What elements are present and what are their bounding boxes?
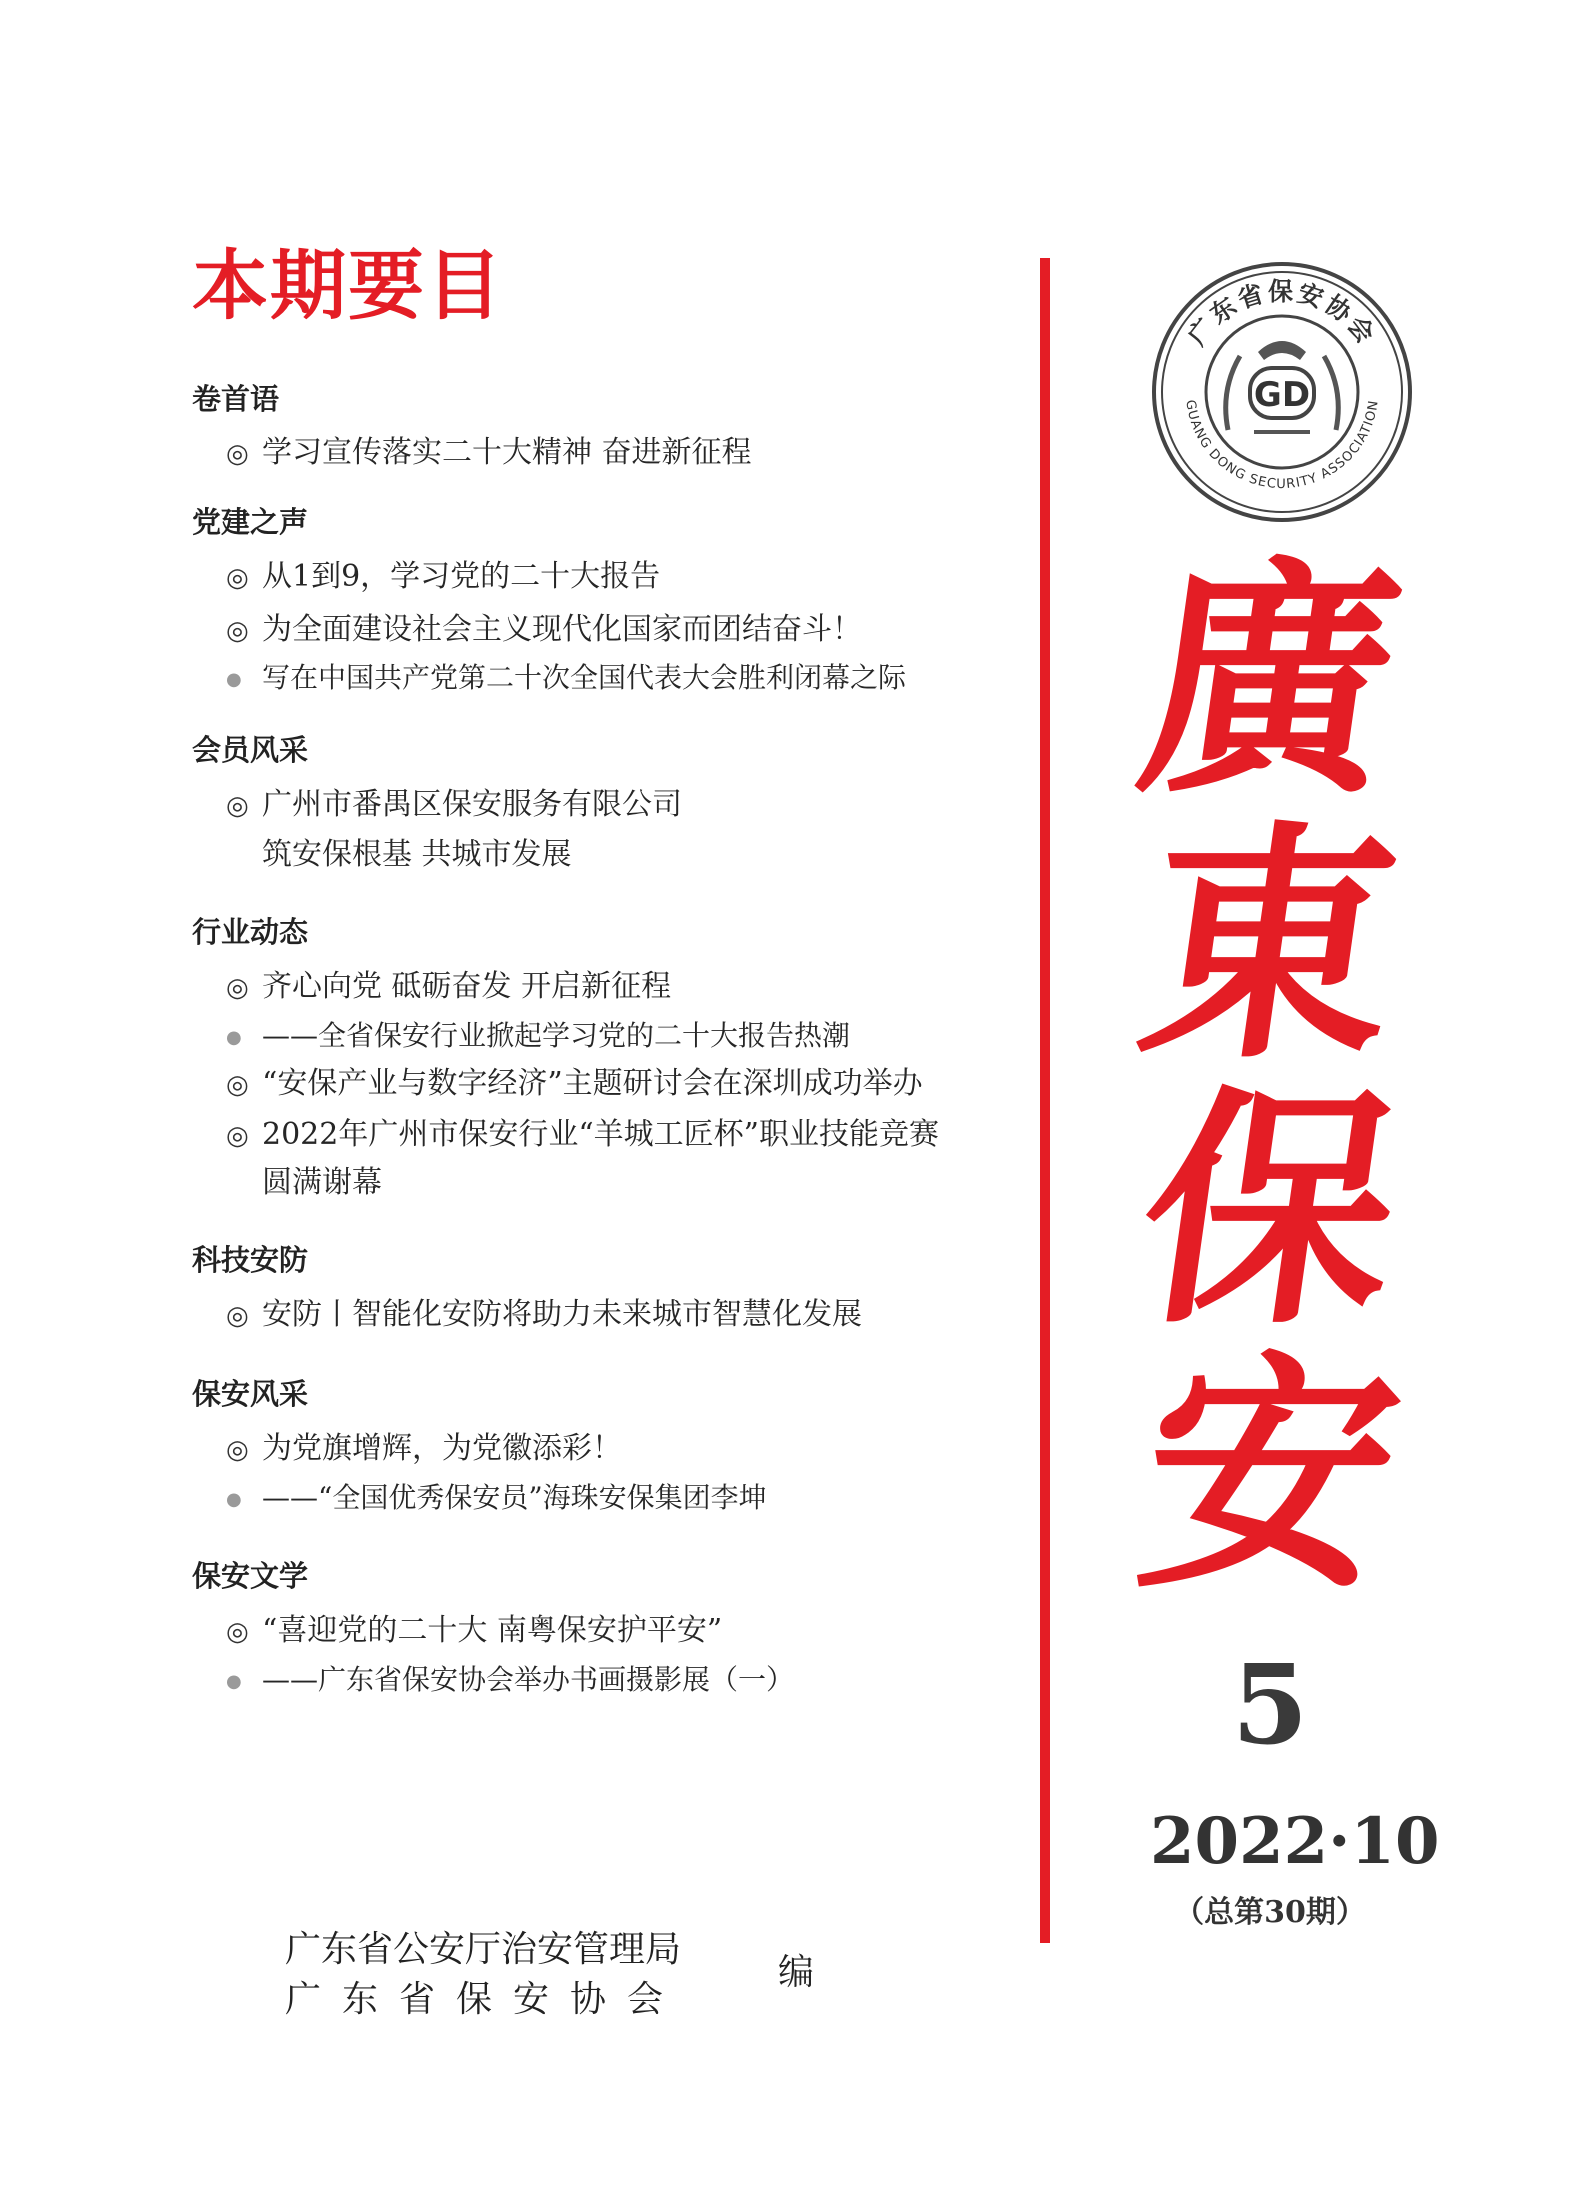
toc-entry-text: “喜迎党的二十大 南粤保安护平安” (262, 1613, 723, 1648)
toc-entry-text: 齐心向党 砥砺奋发 开启新征程 (262, 969, 672, 1004)
toc-entry-text: 圆满谢幕 (262, 1165, 382, 1200)
toc-entry-text: ——“全国优秀保安员”海珠安保集团李坤 (262, 1481, 767, 1514)
section-title-party-building: 党建之声 (192, 505, 309, 539)
circle-bullet-icon: ◎ (226, 563, 249, 593)
toc-entry[interactable] (226, 969, 672, 1004)
toc-entry-text: ——广东省保安协会举办书画摄影展（一） (262, 1663, 795, 1696)
dot-bullet-icon: ● (226, 1026, 242, 1048)
circle-bullet-icon: ◎ (226, 1435, 249, 1465)
toc-entry-continuation[interactable] (262, 837, 572, 872)
toc-entry[interactable] (226, 435, 752, 470)
toc-entry-text: 广州市番禺区保安服务有限公司 (262, 787, 682, 822)
circle-bullet-icon: ◎ (226, 1617, 249, 1647)
toc-entry-text: ——全省保安行业掀起学习党的二十大报告热潮 (262, 1019, 851, 1052)
circle-bullet-icon: ◎ (226, 791, 249, 821)
circle-bullet-icon: ◎ (226, 973, 249, 1003)
magazine-title-char-4: 安 (1124, 1328, 1416, 1622)
issue-total: （总第30期） (1174, 1895, 1366, 1930)
toc-entry-text: 学习宣传落实二十大精神 奋进新征程 (262, 435, 752, 470)
toc-entry[interactable] (226, 1613, 723, 1648)
section-title-guard-style: 保安风采 (192, 1377, 309, 1411)
circle-bullet-icon: ◎ (226, 1301, 249, 1331)
section-title-members: 会员风采 (192, 733, 309, 767)
toc-entry-text: 为党旗增辉，为党徽添彩！ (262, 1431, 622, 1466)
dot-bullet-icon: ● (226, 1670, 242, 1692)
toc-entry-text: 2022年广州市保安行业“羊城工匠杯”职业技能竞赛 (262, 1117, 940, 1152)
toc-heading: 本期要目 (192, 241, 504, 330)
magazine-title-char-1: 廣 (1124, 533, 1416, 827)
issue-number: 5 (1231, 1640, 1309, 1769)
toc-subentry[interactable] (226, 1481, 767, 1514)
toc-entry[interactable] (226, 1066, 923, 1101)
toc-entry-text: “安保产业与数字经济”主题研讨会在深圳成功举办 (262, 1066, 923, 1101)
logo-name-cn: 广东省保安协会 (1182, 277, 1382, 351)
section-title-preface: 卷首语 (192, 382, 280, 416)
toc-subentry[interactable] (226, 1019, 851, 1052)
editor-org-2: 广东省保安协会 (285, 1979, 685, 2020)
toc-subentry[interactable] (226, 1663, 795, 1696)
dot-bullet-icon: ● (226, 668, 242, 690)
section-title-industry-news: 行业动态 (192, 915, 309, 949)
toc-entry[interactable] (226, 1117, 940, 1152)
toc-subentry[interactable] (226, 661, 907, 694)
magazine-title-char-3: 保 (1124, 1063, 1416, 1357)
toc-entry-continuation[interactable] (262, 1165, 382, 1200)
toc-entry[interactable] (226, 612, 862, 647)
toc-entry[interactable] (226, 787, 682, 822)
editor-role: 编 (778, 1952, 815, 1993)
logo-initials: GD (1253, 375, 1311, 415)
red-divider-rule (1040, 258, 1050, 1943)
toc-entry[interactable] (226, 1431, 622, 1466)
toc-entry[interactable] (226, 559, 661, 594)
logo-name-en: GUANG DONG SECURITY ASSOCIATION (1182, 398, 1382, 493)
toc-entry-text: 写在中国共产党第二十次全国代表大会胜利闭幕之际 (262, 661, 907, 694)
circle-bullet-icon: ◎ (226, 616, 249, 646)
circle-bullet-icon: ◎ (226, 439, 249, 469)
toc-entry-text: 为全面建设社会主义现代化国家而团结奋斗！ (262, 612, 862, 647)
toc-entry-text: 安防丨智能化安防将助力未来城市智慧化发展 (262, 1297, 862, 1332)
magazine-title-char-2: 東 (1124, 798, 1416, 1092)
issue-date: 2022·10 (1150, 1804, 1440, 1879)
toc-entry-text: 从1到9，学习党的二十大报告 (262, 559, 661, 594)
toc-entry-text: 筑安保根基 共城市发展 (262, 837, 572, 872)
circle-bullet-icon: ◎ (226, 1070, 249, 1100)
dot-bullet-icon: ● (226, 1488, 242, 1510)
association-logo-icon (1150, 260, 1414, 524)
toc-entry[interactable] (226, 1297, 862, 1332)
editor-org-1: 广东省公安厅治安管理局 (285, 1929, 682, 1970)
section-title-guard-literature: 保安文学 (192, 1559, 309, 1593)
section-title-tech-security: 科技安防 (192, 1243, 309, 1277)
circle-bullet-icon: ◎ (226, 1121, 249, 1151)
